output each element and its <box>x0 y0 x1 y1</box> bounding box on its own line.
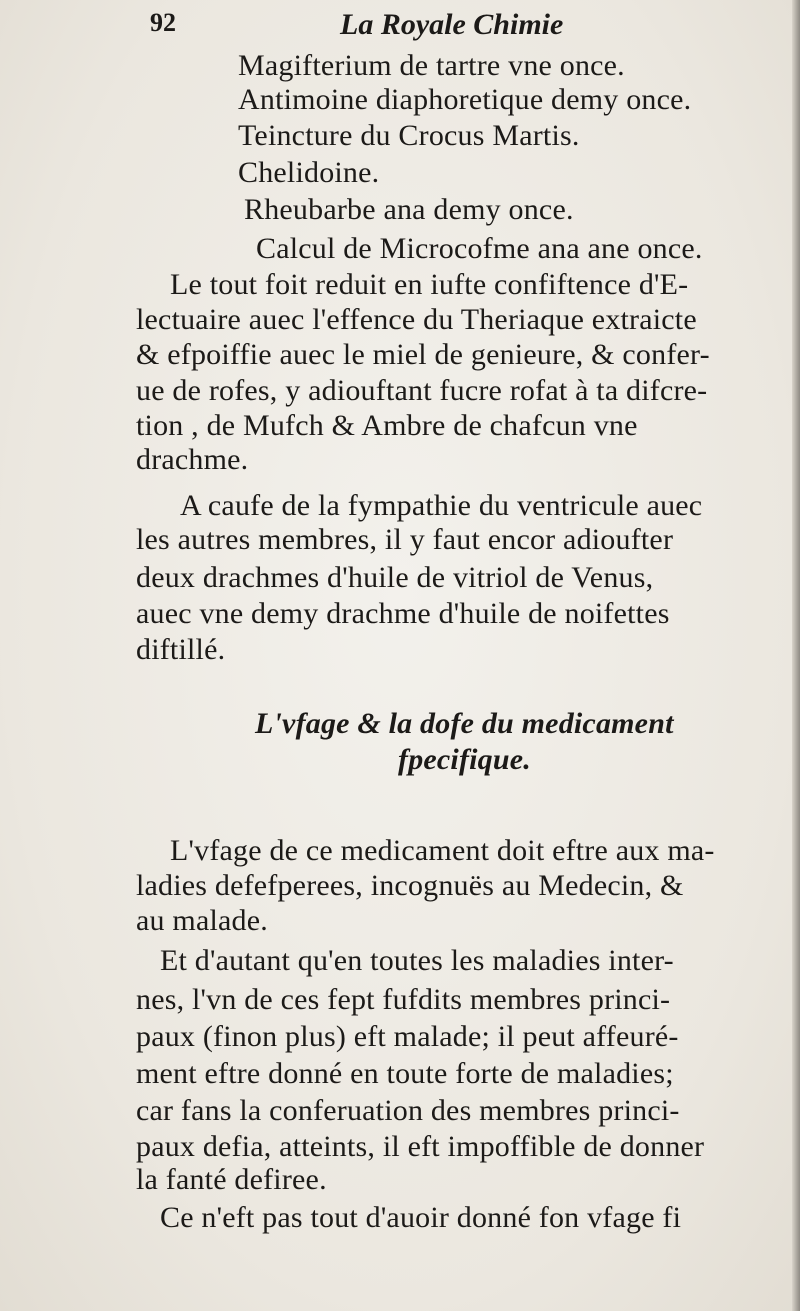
page-edge-shadow <box>792 0 800 1311</box>
text-line: auec vne demy drachme d'huile de noifettes <box>136 597 670 630</box>
recipe-line: Antimoine diaphoretique demy once. <box>238 83 692 116</box>
recipe-line: Rheubarbe ana demy once. <box>244 193 574 226</box>
text-line: paux (finon plus) eft malade; il peut affeuré- <box>136 1020 679 1053</box>
text-line: drachme. <box>136 443 249 476</box>
text-line: & efpoiffie auec le miel de genieure, & confer- <box>136 338 710 371</box>
text-line: L'vfage de ce medicament doit eftre aux ma- <box>170 834 715 867</box>
recipe-line: Chelidoine. <box>238 156 380 189</box>
text-line: nes, l'vn de ces fept fufdits membres princi- <box>136 983 671 1016</box>
text-line: Et d'autant qu'en toutes les maladies inter- <box>160 944 674 977</box>
text-line: au malade. <box>136 904 268 937</box>
text-line: deux drachmes d'huile de vitriol de Venus, <box>136 561 654 594</box>
text-line: Ce n'eft pas tout d'auoir donné fon vfage fi <box>160 1201 682 1234</box>
page-number: 92 <box>150 8 176 37</box>
recipe-line: Calcul de Microcofme ana ane once. <box>256 232 703 265</box>
text-line: tion , de Mufch & Ambre de chafcun vne <box>136 409 638 442</box>
text-line: Le tout foit reduit en iufte confiftence d'E- <box>170 268 689 301</box>
text-line: ue de rofes, y adiouftant fucre rofat à ta difcre- <box>136 374 708 407</box>
text-line: la fanté defiree. <box>136 1163 327 1196</box>
text-line: car fans la conferuation des membres princi- <box>136 1094 680 1127</box>
text-line: A caufe de la fympathie du ventricule auec <box>180 489 703 522</box>
text-line: lectuaire auec l'effence du Theriaque extraicte <box>136 303 697 336</box>
text-line: diftillé. <box>136 633 226 666</box>
recipe-line: Magifterium de tartre vne once. <box>238 49 625 82</box>
text-line: les autres membres, il y faut encor adioufter <box>136 523 674 556</box>
running-head: La Royale Chimie <box>340 8 564 41</box>
text-line: paux defia, atteints, il eft impoffible de donner <box>136 1130 705 1163</box>
recipe-line: Teincture du Crocus Martis. <box>238 119 580 152</box>
text-line: ladies defefperees, incognuës au Medecin, & <box>136 869 684 902</box>
section-title: L'vfage & la dofe du medicament <box>255 707 674 740</box>
section-title: fpecifique. <box>398 743 531 776</box>
text-line: ment eftre donné en toute forte de maladies; <box>136 1057 674 1090</box>
